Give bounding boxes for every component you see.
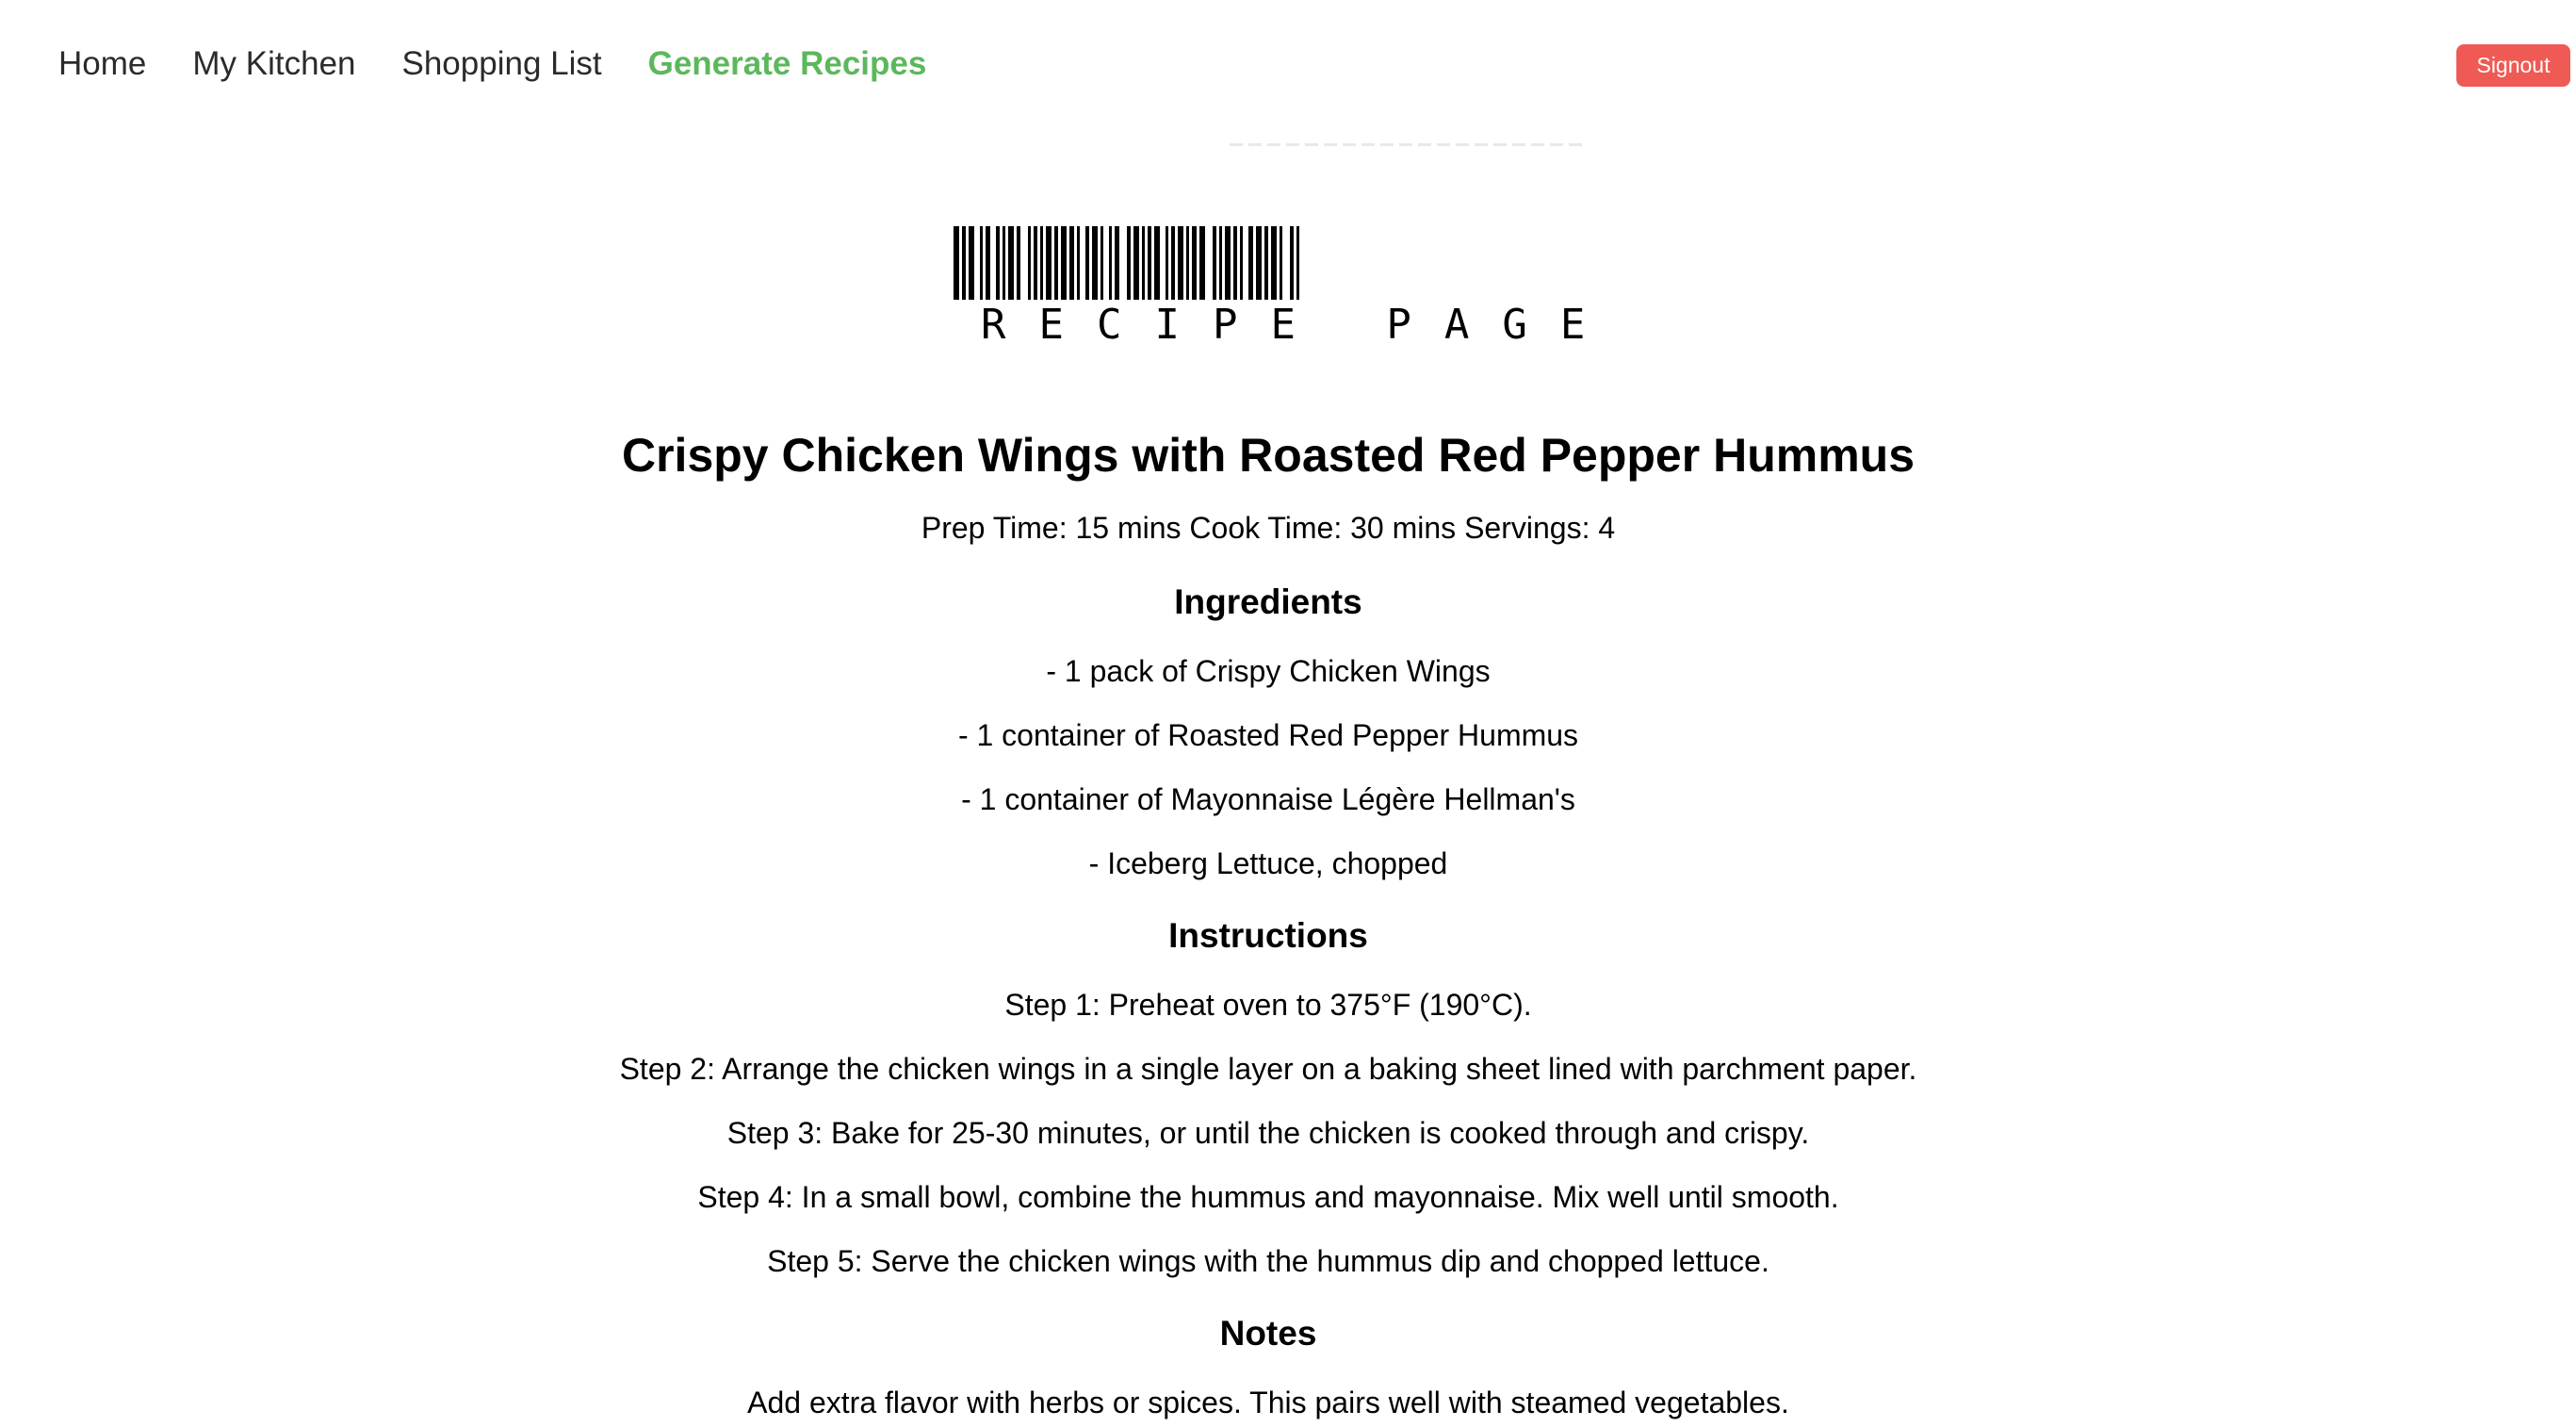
recipe-content: [0, 424, 2536, 1421]
notes-heading: Notes: [1219, 1314, 1317, 1353]
decorative-divider: [1230, 143, 1583, 146]
instructions-list: [0, 986, 2536, 1280]
ingredients-heading: Ingredients: [1174, 582, 1362, 621]
nav-links: [58, 41, 926, 87]
recipe-title: Crispy Chicken Wings with Roasted Red Pepper Hummus: [621, 429, 1916, 482]
instruction-step: Step 1: Preheat oven to 375°F (190°C).: [1004, 988, 1532, 1022]
nav-link-home[interactable]: Home: [58, 45, 147, 82]
recipe-meta: Prep Time: 15 mins Cook Time: 30 mins Servings: 4: [921, 511, 1616, 545]
instruction-step: Step 4: In a small bowl, combine the hummus and mayonnaise. Mix well until smooth.: [697, 1180, 1839, 1214]
instruction-step: Step 3: Bake for 25-30 minutes, or until the chicken is cooked through and crispy.: [726, 1116, 1810, 1150]
top-nav: [0, 0, 2576, 132]
ingredient-item: - 1 pack of Crispy Chicken Wings: [1046, 654, 1491, 688]
nav-link-shopping-list[interactable]: Shopping List: [401, 45, 602, 82]
ingredients-list: [0, 652, 2536, 882]
notes-list: [0, 1384, 2536, 1421]
ingredient-item: - 1 container of Roasted Red Pepper Hummus: [957, 718, 1579, 752]
instruction-step: Step 2: Arrange the chicken wings in a single layer on a baking sheet lined with parchment paper.: [619, 1052, 1917, 1086]
instruction-step: Step 5: Serve the chicken wings with the hummus dip and chopped lettuce.: [767, 1244, 1769, 1278]
signout-button[interactable]: Signout: [2456, 44, 2570, 87]
ingredient-item: - Iceberg Lettuce, chopped: [1088, 846, 1448, 880]
nav-link-generate-recipes[interactable]: Generate Recipes: [647, 45, 927, 82]
notes-text: Add extra flavor with herbs or spices. This pairs well with steamed vegetables.: [747, 1386, 1789, 1419]
ingredient-item: - 1 container of Mayonnaise Légère Hellman's: [961, 782, 1575, 816]
nav-link-my-kitchen[interactable]: My Kitchen: [192, 45, 356, 82]
instructions-heading: Instructions: [1168, 916, 1368, 955]
logo-text: RECIPE PAGE: [981, 301, 1619, 349]
barcode-icon: [948, 226, 1589, 300]
recipe-page-logo: [948, 226, 1619, 349]
